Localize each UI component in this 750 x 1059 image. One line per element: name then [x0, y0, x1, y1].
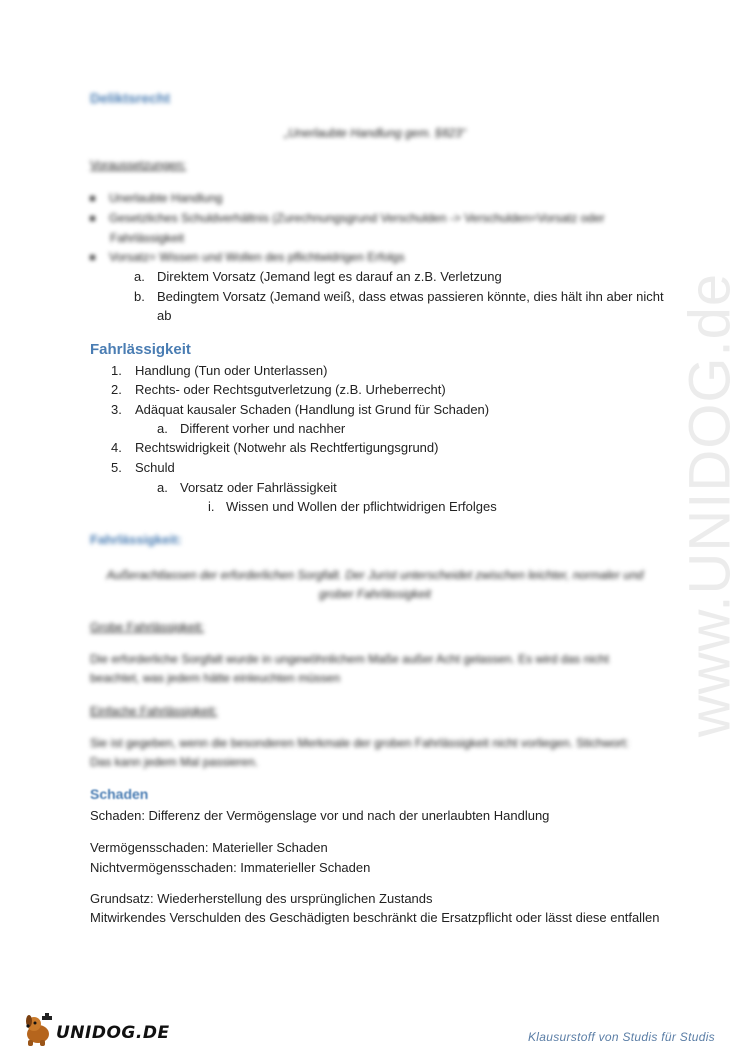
watermark: www.UNIDOG.de	[677, 272, 743, 738]
bullet-item: Unerlaubte Handlung	[90, 188, 222, 208]
list-item: Bedingtem Vorsatz (Jemand weiß, dass etwas passieren könnte, dies hält ihn aber nicht	[157, 289, 664, 304]
list-marker: a.	[134, 269, 145, 284]
section-heading: Schaden	[90, 786, 149, 802]
list-marker: 5.	[111, 460, 122, 475]
list-item: Rechtswidrigkeit (Notwehr als Rechtfertigungsgrund)	[135, 440, 439, 455]
list-marker: 2.	[111, 382, 122, 397]
bullet-item: Gesetzliches Schuldverhältnis (Zurechnungsgrund Verschulden -> Verschulden=Vorsatz oder	[90, 208, 605, 228]
list-item: Wissen und Wollen der pflichtwidrigen Erfolges	[226, 499, 497, 514]
list-item: Schuld	[135, 460, 175, 475]
list-marker: 4.	[111, 440, 122, 455]
list-marker: a.	[157, 421, 168, 436]
list-marker: b.	[134, 289, 145, 304]
paragraph-line: Vermögensschaden: Materieller Schaden	[90, 840, 328, 855]
paragraph-line: beachtet, was jedem hätte einleuchten müssen	[90, 671, 341, 685]
list-item: Vorsatz oder Fahrlässigkeit	[180, 480, 337, 495]
list-item: Different vorher und nachher	[180, 421, 346, 436]
definition-line: Außerachtlassen der erforderlichen Sorgfalt. Der Jurist unterscheidet zwischen leichter, normaler und	[106, 568, 644, 582]
bullet-continuation: Fahrlässigkeit	[110, 231, 185, 245]
list-marker: a.	[157, 480, 168, 495]
subheading: Einfache Fahrlässigkeit:	[90, 704, 218, 718]
unidog-logo	[22, 1012, 170, 1048]
subheading: Grobe Fahrlässigkeit:	[90, 620, 205, 634]
bullet-item: Vorsatz= Wissen und Wollen des pflichtwidrigen Erfolgs	[90, 247, 405, 267]
paragraph-line: Nichtvermögensschaden: Immaterieller Schaden	[90, 860, 371, 875]
list-item: Direktem Vorsatz (Jemand legt es darauf an z.B. Verletzung	[157, 269, 502, 284]
definition-line: grober Fahrlässigkeit	[318, 587, 432, 601]
list-item: Rechts- oder Rechtsgutverletzung (z.B. Urheberrecht)	[135, 382, 446, 397]
list-marker: i.	[208, 499, 215, 514]
paragraph-line: Das kann jedem Mal passieren.	[90, 755, 259, 769]
list-item: Adäquat kausaler Schaden (Handlung ist Grund für Schaden)	[135, 402, 490, 417]
section-heading: Fahrlässigkeit:	[90, 532, 182, 547]
list-marker: 3.	[111, 402, 122, 417]
paragraph-line: Die erforderliche Sorgfalt wurde in ungewöhnlichem Maße außer Acht gelassen. Es wird das nicht	[90, 652, 609, 666]
list-item: Handlung (Tun oder Unterlassen)	[135, 363, 328, 378]
footer-tagline: Klausurstoff von Studis für Studis	[528, 1030, 715, 1044]
paragraph-line: Sie ist gegeben, wenn die besonderen Merkmale der groben Fahrlässigkeit nicht vorliegen. Stichwort:	[90, 736, 629, 750]
logo-text: UNIDOG.DE	[56, 1023, 170, 1043]
section-heading: Fahrlässigkeit	[90, 341, 191, 358]
list-marker: 1.	[111, 363, 122, 378]
paragraph-line: Mitwirkendes Verschulden des Geschädigten beschränkt die Ersatzpflicht oder lässt diese entfallen	[90, 910, 660, 925]
section-title: Deliktsrecht	[90, 90, 171, 106]
paragraph-line: Schaden: Differenz der Vermögenslage vor und nach der unerlaubten Handlung	[90, 808, 550, 823]
list-item-continuation: ab	[157, 308, 172, 323]
requirements-heading: Voraussetzungen:	[90, 158, 187, 172]
section-subtitle: „Unerlaubte Handlung gem. §823“	[284, 126, 466, 140]
paragraph-line: Grundsatz: Wiederherstellung des ursprünglichen Zustands	[90, 891, 433, 906]
